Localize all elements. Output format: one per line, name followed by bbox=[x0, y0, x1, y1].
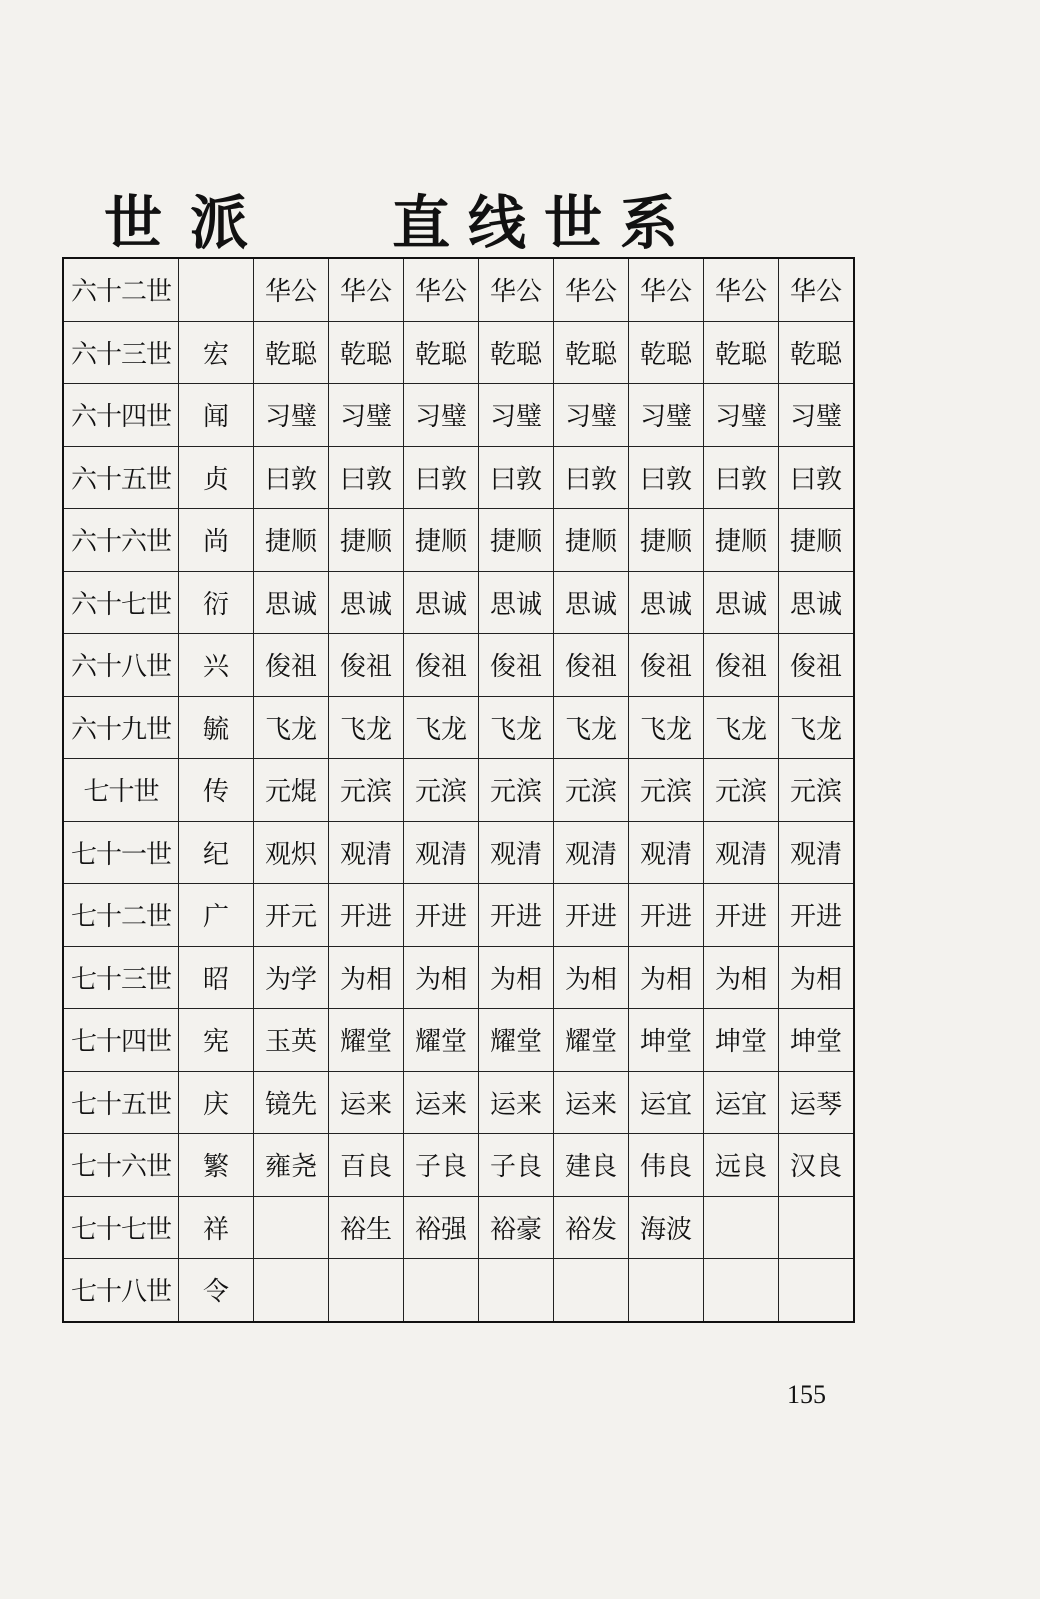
lineage-table bbox=[62, 257, 855, 1323]
person-name-cell: 建良 bbox=[554, 1134, 629, 1197]
person-name-cell: 乾聪 bbox=[554, 321, 629, 384]
generation-row bbox=[63, 384, 854, 447]
person-name-cell: 曰敦 bbox=[704, 446, 779, 509]
person-name-cell: 捷顺 bbox=[404, 509, 479, 572]
person-name-cell: 曰敦 bbox=[404, 446, 479, 509]
person-name-cell: 乾聪 bbox=[329, 321, 404, 384]
generation-row bbox=[63, 1196, 854, 1259]
person-name-cell: 为相 bbox=[704, 946, 779, 1009]
person-name-cell: 子良 bbox=[404, 1134, 479, 1197]
generation-row bbox=[63, 1009, 854, 1072]
person-name-cell: 坤堂 bbox=[779, 1009, 855, 1072]
generation-row bbox=[63, 258, 854, 321]
generation-label: 七十一世 bbox=[63, 821, 179, 884]
person-name-cell: 运宜 bbox=[629, 1071, 704, 1134]
generation-label: 七十五世 bbox=[63, 1071, 179, 1134]
person-name-cell: 思诚 bbox=[254, 571, 329, 634]
person-name-cell: 开进 bbox=[629, 884, 704, 947]
generation-row bbox=[63, 1134, 854, 1197]
person-name-cell: 元滨 bbox=[554, 759, 629, 822]
person-name-cell: 曰敦 bbox=[254, 446, 329, 509]
person-name-cell bbox=[779, 1259, 855, 1322]
person-name-cell: 捷顺 bbox=[254, 509, 329, 572]
person-name-cell: 伟良 bbox=[629, 1134, 704, 1197]
person-name-cell: 捷顺 bbox=[779, 509, 855, 572]
person-name-cell: 为相 bbox=[779, 946, 855, 1009]
generation-row bbox=[63, 946, 854, 1009]
person-name-cell: 开进 bbox=[479, 884, 554, 947]
person-name-cell: 思诚 bbox=[779, 571, 855, 634]
generation-character: 尚 bbox=[179, 509, 254, 572]
person-name-cell: 裕强 bbox=[404, 1196, 479, 1259]
person-name-cell: 运来 bbox=[479, 1071, 554, 1134]
generation-label: 七十世 bbox=[63, 759, 179, 822]
person-name-cell: 玉英 bbox=[254, 1009, 329, 1072]
person-name-cell: 乾聪 bbox=[704, 321, 779, 384]
person-name-cell: 飞龙 bbox=[554, 696, 629, 759]
person-name-cell: 观清 bbox=[779, 821, 855, 884]
person-name-cell: 耀堂 bbox=[404, 1009, 479, 1072]
person-name-cell: 思诚 bbox=[329, 571, 404, 634]
person-name-cell bbox=[404, 1259, 479, 1322]
person-name-cell: 元滨 bbox=[779, 759, 855, 822]
generation-row bbox=[63, 321, 854, 384]
person-name-cell: 为学 bbox=[254, 946, 329, 1009]
person-name-cell bbox=[779, 1196, 855, 1259]
generation-character: 令 bbox=[179, 1259, 254, 1322]
person-name-cell: 元焜 bbox=[254, 759, 329, 822]
person-name-cell: 华公 bbox=[554, 258, 629, 321]
person-name-cell: 运琴 bbox=[779, 1071, 855, 1134]
person-name-cell: 曰敦 bbox=[479, 446, 554, 509]
person-name-cell: 俊祖 bbox=[254, 634, 329, 697]
person-name-cell: 坤堂 bbox=[704, 1009, 779, 1072]
lineage-table-body bbox=[63, 258, 854, 1322]
person-name-cell: 为相 bbox=[554, 946, 629, 1009]
person-name-cell: 习璧 bbox=[779, 384, 855, 447]
person-name-cell: 习璧 bbox=[254, 384, 329, 447]
generation-character: 昭 bbox=[179, 946, 254, 1009]
person-name-cell: 元滨 bbox=[329, 759, 404, 822]
person-name-cell: 开元 bbox=[254, 884, 329, 947]
person-name-cell bbox=[329, 1259, 404, 1322]
person-name-cell: 开进 bbox=[554, 884, 629, 947]
generation-label: 七十四世 bbox=[63, 1009, 179, 1072]
person-name-cell: 开进 bbox=[329, 884, 404, 947]
person-name-cell bbox=[704, 1259, 779, 1322]
person-name-cell: 元滨 bbox=[404, 759, 479, 822]
person-name-cell: 运来 bbox=[329, 1071, 404, 1134]
person-name-cell: 思诚 bbox=[704, 571, 779, 634]
person-name-cell: 思诚 bbox=[479, 571, 554, 634]
person-name-cell: 坤堂 bbox=[629, 1009, 704, 1072]
person-name-cell: 习璧 bbox=[629, 384, 704, 447]
generation-row bbox=[63, 821, 854, 884]
generation-character: 纪 bbox=[179, 821, 254, 884]
person-name-cell: 飞龙 bbox=[404, 696, 479, 759]
generation-character: 贞 bbox=[179, 446, 254, 509]
person-name-cell: 元滨 bbox=[629, 759, 704, 822]
person-name-cell: 裕生 bbox=[329, 1196, 404, 1259]
person-name-cell: 捷顺 bbox=[479, 509, 554, 572]
generation-character: 祥 bbox=[179, 1196, 254, 1259]
generation-character: 繁 bbox=[179, 1134, 254, 1197]
generation-label: 六十八世 bbox=[63, 634, 179, 697]
person-name-cell: 为相 bbox=[479, 946, 554, 1009]
person-name-cell: 开进 bbox=[779, 884, 855, 947]
person-name-cell: 镜先 bbox=[254, 1071, 329, 1134]
person-name-cell: 乾聪 bbox=[404, 321, 479, 384]
person-name-cell: 乾聪 bbox=[779, 321, 855, 384]
person-name-cell: 观清 bbox=[554, 821, 629, 884]
person-name-cell: 习璧 bbox=[704, 384, 779, 447]
person-name-cell: 曰敦 bbox=[554, 446, 629, 509]
person-name-cell: 开进 bbox=[704, 884, 779, 947]
person-name-cell: 运来 bbox=[404, 1071, 479, 1134]
heading-shipai: 世派 bbox=[104, 189, 277, 257]
person-name-cell: 思诚 bbox=[404, 571, 479, 634]
person-name-cell: 习璧 bbox=[329, 384, 404, 447]
person-name-cell: 飞龙 bbox=[254, 696, 329, 759]
person-name-cell: 飞龙 bbox=[629, 696, 704, 759]
generation-label: 七十八世 bbox=[63, 1259, 179, 1322]
generation-character: 宏 bbox=[179, 321, 254, 384]
generation-row bbox=[63, 884, 854, 947]
person-name-cell: 汉良 bbox=[779, 1134, 855, 1197]
generation-character bbox=[179, 258, 254, 321]
person-name-cell: 耀堂 bbox=[329, 1009, 404, 1072]
generation-character: 衍 bbox=[179, 571, 254, 634]
person-name-cell: 观清 bbox=[329, 821, 404, 884]
person-name-cell: 运来 bbox=[554, 1071, 629, 1134]
person-name-cell: 耀堂 bbox=[554, 1009, 629, 1072]
person-name-cell: 为相 bbox=[329, 946, 404, 1009]
person-name-cell: 华公 bbox=[779, 258, 855, 321]
person-name-cell: 运宜 bbox=[704, 1071, 779, 1134]
generation-label: 六十五世 bbox=[63, 446, 179, 509]
person-name-cell: 海波 bbox=[629, 1196, 704, 1259]
person-name-cell: 远良 bbox=[704, 1134, 779, 1197]
generation-character: 广 bbox=[179, 884, 254, 947]
generation-label: 六十六世 bbox=[63, 509, 179, 572]
person-name-cell: 乾聪 bbox=[629, 321, 704, 384]
person-name-cell: 习璧 bbox=[404, 384, 479, 447]
person-name-cell: 华公 bbox=[329, 258, 404, 321]
person-name-cell: 观炽 bbox=[254, 821, 329, 884]
generation-character: 传 bbox=[179, 759, 254, 822]
person-name-cell: 观清 bbox=[629, 821, 704, 884]
person-name-cell: 捷顺 bbox=[704, 509, 779, 572]
person-name-cell: 飞龙 bbox=[479, 696, 554, 759]
person-name-cell: 俊祖 bbox=[404, 634, 479, 697]
generation-label: 六十四世 bbox=[63, 384, 179, 447]
generation-character: 宪 bbox=[179, 1009, 254, 1072]
person-name-cell: 习璧 bbox=[479, 384, 554, 447]
person-name-cell: 曰敦 bbox=[329, 446, 404, 509]
person-name-cell: 观清 bbox=[404, 821, 479, 884]
person-name-cell: 飞龙 bbox=[704, 696, 779, 759]
generation-row bbox=[63, 634, 854, 697]
generation-row bbox=[63, 759, 854, 822]
person-name-cell: 元滨 bbox=[704, 759, 779, 822]
page-number: 155 bbox=[787, 1380, 826, 1409]
generation-label: 六十九世 bbox=[63, 696, 179, 759]
generation-label: 六十二世 bbox=[63, 258, 179, 321]
person-name-cell: 耀堂 bbox=[479, 1009, 554, 1072]
person-name-cell: 百良 bbox=[329, 1134, 404, 1197]
generation-label: 七十三世 bbox=[63, 946, 179, 1009]
person-name-cell: 裕发 bbox=[554, 1196, 629, 1259]
generation-row bbox=[63, 509, 854, 572]
person-name-cell: 子良 bbox=[479, 1134, 554, 1197]
person-name-cell: 华公 bbox=[704, 258, 779, 321]
generation-row bbox=[63, 696, 854, 759]
person-name-cell: 华公 bbox=[254, 258, 329, 321]
person-name-cell bbox=[254, 1259, 329, 1322]
person-name-cell: 捷顺 bbox=[629, 509, 704, 572]
generation-row bbox=[63, 571, 854, 634]
person-name-cell: 观清 bbox=[704, 821, 779, 884]
generation-character: 闻 bbox=[179, 384, 254, 447]
generation-row bbox=[63, 1071, 854, 1134]
person-name-cell: 开进 bbox=[404, 884, 479, 947]
person-name-cell: 捷顺 bbox=[554, 509, 629, 572]
person-name-cell: 华公 bbox=[404, 258, 479, 321]
generation-row bbox=[63, 1259, 854, 1322]
person-name-cell bbox=[704, 1196, 779, 1259]
person-name-cell: 曰敦 bbox=[629, 446, 704, 509]
person-name-cell bbox=[254, 1196, 329, 1259]
heading-lineage: 直线世系 bbox=[392, 189, 697, 257]
person-name-cell: 俊祖 bbox=[479, 634, 554, 697]
generation-character: 毓 bbox=[179, 696, 254, 759]
person-name-cell: 曰敦 bbox=[779, 446, 855, 509]
person-name-cell: 雍尧 bbox=[254, 1134, 329, 1197]
person-name-cell: 思诚 bbox=[629, 571, 704, 634]
person-name-cell: 俊祖 bbox=[629, 634, 704, 697]
person-name-cell: 习璧 bbox=[554, 384, 629, 447]
generation-label: 七十六世 bbox=[63, 1134, 179, 1197]
generation-character: 庆 bbox=[179, 1071, 254, 1134]
person-name-cell: 乾聪 bbox=[479, 321, 554, 384]
person-name-cell: 乾聪 bbox=[254, 321, 329, 384]
generation-label: 七十七世 bbox=[63, 1196, 179, 1259]
person-name-cell: 飞龙 bbox=[329, 696, 404, 759]
person-name-cell: 俊祖 bbox=[554, 634, 629, 697]
person-name-cell: 思诚 bbox=[554, 571, 629, 634]
headings bbox=[0, 176, 1040, 257]
person-name-cell: 俊祖 bbox=[779, 634, 855, 697]
person-name-cell: 飞龙 bbox=[779, 696, 855, 759]
person-name-cell: 俊祖 bbox=[329, 634, 404, 697]
person-name-cell: 为相 bbox=[404, 946, 479, 1009]
person-name-cell: 元滨 bbox=[479, 759, 554, 822]
person-name-cell: 观清 bbox=[479, 821, 554, 884]
person-name-cell: 俊祖 bbox=[704, 634, 779, 697]
person-name-cell bbox=[479, 1259, 554, 1322]
generation-row bbox=[63, 446, 854, 509]
person-name-cell bbox=[629, 1259, 704, 1322]
person-name-cell: 捷顺 bbox=[329, 509, 404, 572]
person-name-cell: 华公 bbox=[479, 258, 554, 321]
person-name-cell: 为相 bbox=[629, 946, 704, 1009]
person-name-cell: 华公 bbox=[629, 258, 704, 321]
generation-label: 七十二世 bbox=[63, 884, 179, 947]
person-name-cell bbox=[554, 1259, 629, 1322]
generation-character: 兴 bbox=[179, 634, 254, 697]
person-name-cell: 裕豪 bbox=[479, 1196, 554, 1259]
generation-label: 六十七世 bbox=[63, 571, 179, 634]
generation-label: 六十三世 bbox=[63, 321, 179, 384]
